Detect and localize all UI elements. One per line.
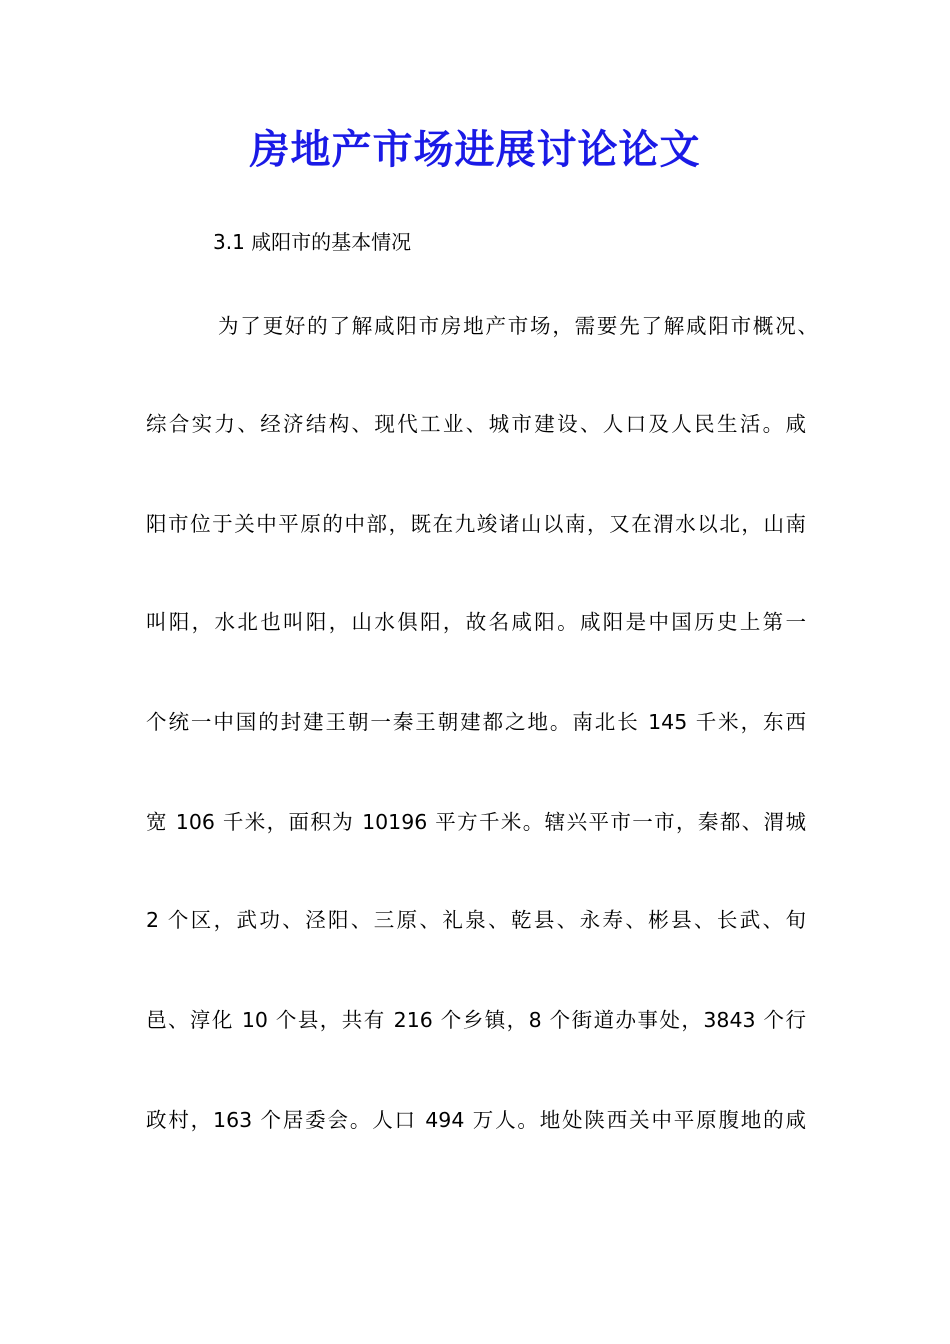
document-title: 房地产市场进展讨论论文 bbox=[249, 126, 701, 173]
paragraph-line: 阳市位于关中平原的中部，既在九竣诸山以南，又在渭水以北，山南 bbox=[146, 512, 806, 536]
paragraph-line: 宽 106 千米，面积为 10196 平方千米。辖兴平市一市，秦都、渭城 bbox=[146, 810, 806, 834]
paragraph-line: 政村，163 个居委会。人口 494 万人。地处陕西关中平原腹地的咸 bbox=[146, 1108, 806, 1132]
paragraph-line: 邑、淳化 10 个县，共有 216 个乡镇，8 个街道办事处，3843 个行 bbox=[146, 1008, 806, 1032]
paragraph-line: 2 个区，武功、泾阳、三原、礼泉、乾县、永寿、彬县、长武、旬 bbox=[146, 908, 806, 932]
paragraph-line: 综合实力、经济结构、现代工业、城市建设、人口及人民生活。咸 bbox=[146, 412, 806, 436]
paragraph-line: 叫阳，水北也叫阳，山水俱阳，故名咸阳。咸阳是中国历史上第一 bbox=[146, 610, 806, 634]
paragraph-line: 为了更好的了解咸阳市房地产市场，需要先了解咸阳市概况、 bbox=[218, 314, 818, 338]
paragraph-line: 个统一中国的封建王朝一秦王朝建都之地。南北长 145 千米，东西 bbox=[146, 710, 806, 734]
section-heading: 3.1 咸阳市的基本情况 bbox=[213, 230, 412, 254]
